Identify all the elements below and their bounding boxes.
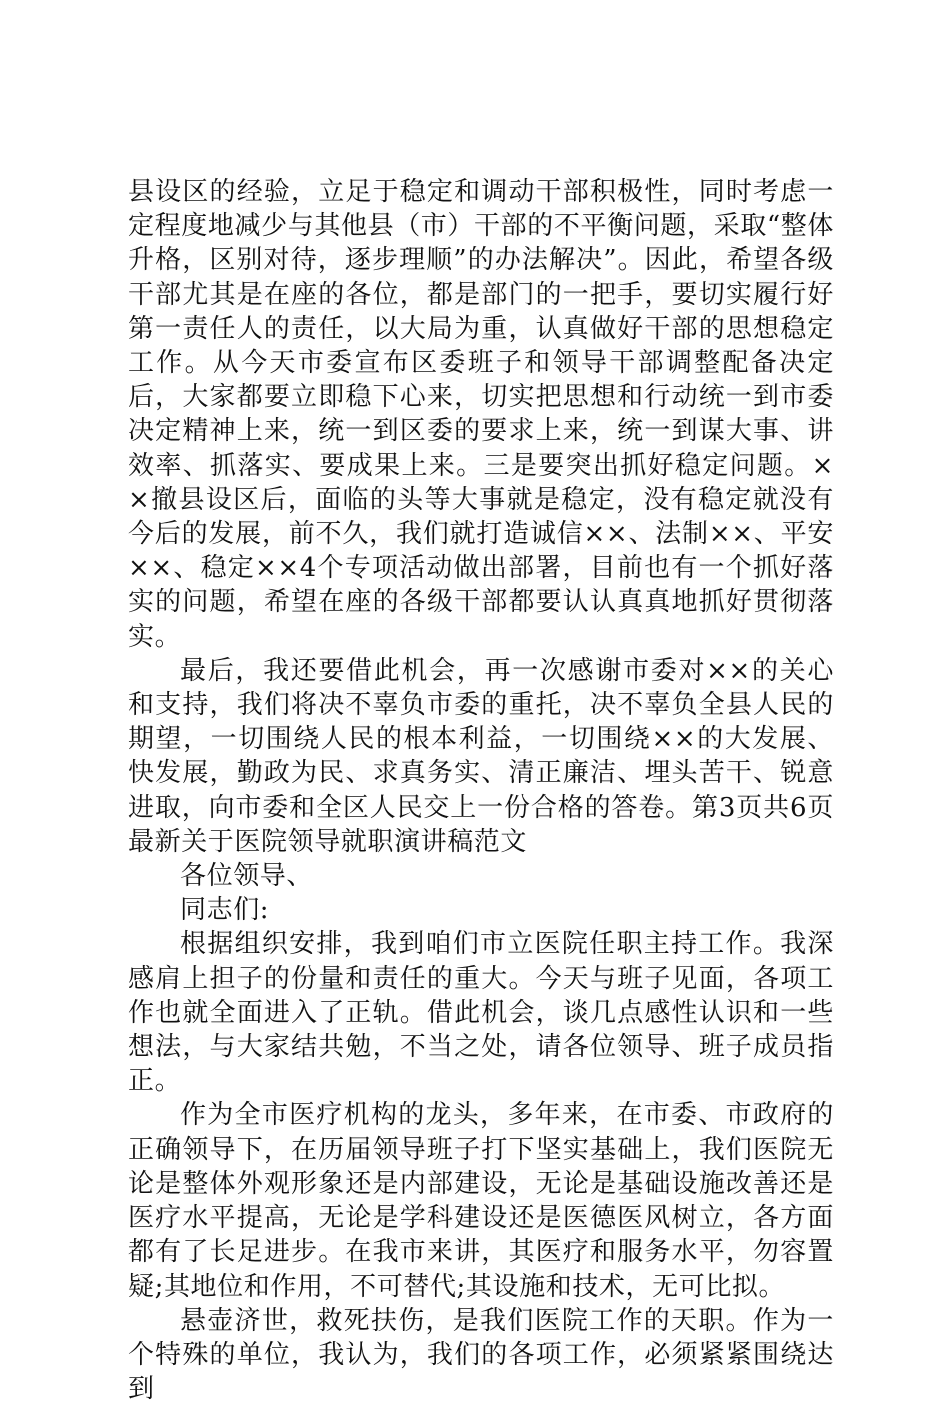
paragraph-hospital-achievements: 作为全市医疗机构的龙头，多年来，在市委、市政府的正确领导下，在历届领导班子打下坚实基础上，我们医院无论是整体外观形象还是内部建设，无论是基础设施改善还是医疗水平提高，无论是学科建设还是医德医风树立，各方面都有了长足进步。在我市来讲，其医疗和服务水平，勿容置疑;其地位和作用，不可替代;其设施和技术，无可比拟。 <box>128 1100 834 1302</box>
salutation-comrades: 同志们: <box>180 895 270 926</box>
paragraph-appointment: 根据组织安排，我到咱们市立医院任职主持工作。我深感肩上担子的份量和责任的重大。今天与班子见面，各项工作也就全面进入了正轨。借此机会，谈几点感性认识和一些想法，与大家结共勉，不当之处，请各位领导、班子成员指正。 <box>128 929 834 1097</box>
paragraph-stability-continued: 县设区的经验，立足于稳定和调动干部积极性，同时考虑一定程度地减少与其他县（市）干部的不平衡问题，采取“整体升格，区别对待，逐步理顺”的办法解决”。因此，希望各级干部尤其是在座的各位，都是部门的一把手，要切实履行好第一责任人的责任，以大局为重，认真做好干部的思想稳定工作。从今天市委宣布区委班子和领导干部调整配备决定后，大家都要立即稳下心来，切实把思想和行动统一到市委决定精神上来，统一到区委的要求上来，统一到谋大事、讲效率、抓落实、要成果上来。三是要突出抓好稳定问题。××撤县设区后，面临的头等大事就是稳定，没有稳定就没有今后的发展，前不久，我们就打造诚信××、法制××、平安××、稳定××4个专项活动做出部署，目前也有一个抓好落实的问题，希望在座的各级干部都要认认真真地抓好贯彻落实。 <box>128 177 834 652</box>
salutation-leaders: 各位领导、 <box>180 861 314 892</box>
paragraph-closing-thanks: 最后，我还要借此机会，再一次感谢市委对××的关心和支持，我们将决不辜负市委的重托，决不辜负全县人民的期望，一切围绕人民的根本利益，一切围绕××的大发展、快发展，勤政为民、求真务实、清正廉洁、埋头苦干、锐意进取，向市委和全区人民交上一份合格的答卷。第3页共6页最新关于医院领导就职演讲稿范文 <box>128 655 834 857</box>
paragraph-hospital-mission: 悬壶济世，救死扶伤，是我们医院工作的天职。作为一个特殊的单位，我认为，我们的各项工作，必须紧紧围绕达到 <box>128 1305 834 1405</box>
document-body <box>128 175 834 1406</box>
